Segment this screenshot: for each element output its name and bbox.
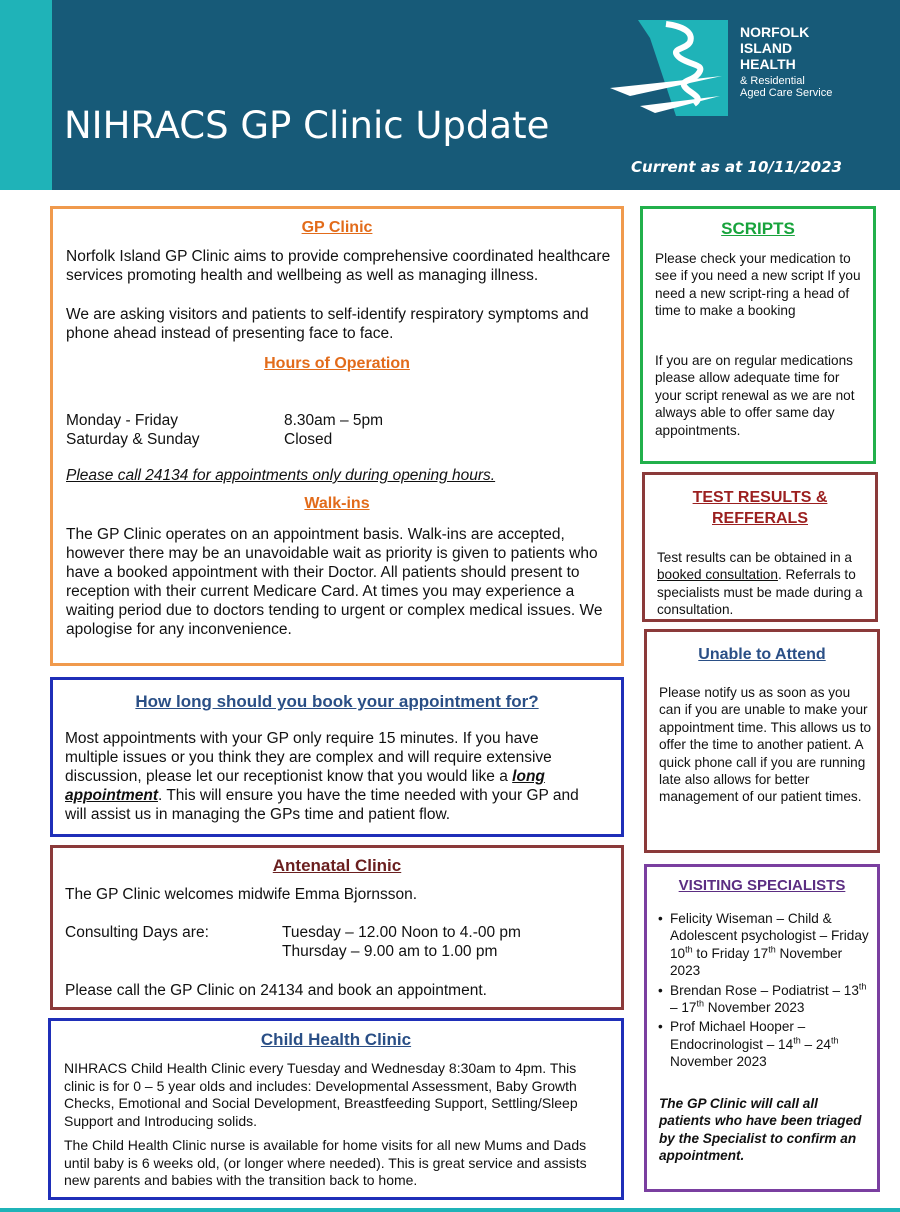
test-results-text: Test results can be obtained in a booked consultation. Referrals to specialists must be made during a consultation. bbox=[657, 550, 863, 618]
visiting-note: The GP Clinic will call all patients who have been triaged by the Specialist to confirm an appointment. bbox=[659, 1096, 862, 1164]
antenatal-clinic-box bbox=[50, 845, 624, 1010]
page-header bbox=[0, 0, 900, 190]
consulting-day-tuesday: Tuesday – 12.00 Noon to 4.-00 pm bbox=[282, 924, 521, 941]
specialist-item: • Felicity Wiseman – Child & Adolescent psychologist – Friday 10th to Friday 17th November 2023 bbox=[658, 910, 870, 980]
header-accent-strip bbox=[0, 0, 52, 190]
hours-time-weekend: Closed bbox=[284, 431, 333, 448]
logo-name: NORFOLK ISLAND HEALTH bbox=[740, 24, 810, 72]
specialists-list bbox=[658, 910, 870, 1073]
booking-heading: How long should you book your appointment for? bbox=[135, 692, 539, 711]
walkins-heading: Walk-ins bbox=[304, 495, 370, 512]
norfolk-island-health-logo bbox=[610, 18, 860, 123]
child-health-para-2: The Child Health Clinic nurse is available for home visits for all new Mums and Dads until baby is 6 weeks old, (or longer where needed). This is great service and assists new parents and babies with the transition back to home. bbox=[64, 1137, 587, 1188]
test-results-heading: TEST RESULTS & REFFERALS bbox=[692, 489, 828, 527]
booked-consultation-link: booked consultation bbox=[657, 567, 778, 583]
visiting-specialists-box bbox=[644, 864, 880, 1192]
hours-days-weekday: Monday - Friday bbox=[66, 412, 178, 429]
booking-text: Most appointments with your GP only require 15 minutes. If you have multiple issues or you think they are complex and will require extensive discussion, please let our receptionist know that you would like a long appointment. This will ensure you have the time needed with your GP and will assist us in managing the GPs time and patient flow. bbox=[65, 730, 579, 823]
unable-text: Please notify us as soon as you can if you are unable to make your appointment time. This allows us to offer the time to another patient. A quick phone call if you are running late also allows for better management of our patient times. bbox=[659, 685, 872, 805]
scripts-box bbox=[640, 206, 876, 464]
specialist-item: • Prof Michael Hooper – Endocrinologist – 14th – 24th November 2023 bbox=[658, 1018, 870, 1070]
scripts-heading: SCRIPTS bbox=[721, 219, 795, 238]
consulting-days-label: Consulting Days are: bbox=[65, 924, 209, 941]
hours-time-weekday: 8.30am – 5pm bbox=[284, 412, 384, 429]
hours-days-weekend: Saturday & Sunday bbox=[66, 431, 200, 448]
gp-clinic-intro-2: We are asking visitors and patients to self-identify respiratory symptoms and phone ahead instead of presenting face to face. bbox=[66, 306, 589, 342]
visiting-heading: VISITING SPECIALISTS bbox=[678, 877, 846, 894]
child-health-clinic-box bbox=[48, 1018, 624, 1200]
hours-heading: Hours of Operation bbox=[264, 355, 410, 372]
scripts-para-1: Please check your medication to see if you need a new script If you need a new script-ring a head of time to make a booking bbox=[655, 251, 861, 319]
antenatal-call: Please call the GP Clinic on 24134 and book an appointment. bbox=[65, 982, 487, 999]
antenatal-heading: Antenatal Clinic bbox=[272, 856, 402, 875]
gp-clinic-box bbox=[50, 206, 624, 666]
appointment-call-note: Please call 24134 for appointments only during opening hours. bbox=[66, 467, 496, 484]
page-title: NIHRACS GP Clinic Update bbox=[64, 104, 550, 147]
specialist-item: • Brendan Rose – Podiatrist – 13th – 17th November 2023 bbox=[658, 982, 870, 1017]
logo-mark-icon bbox=[610, 18, 735, 123]
long-appointment-emphasis: long appointment bbox=[65, 768, 545, 804]
unable-heading: Unable to Attend bbox=[698, 646, 826, 663]
scripts-para-2: If you are on regular medications please allow adequate time for your script renewal as we are not always able to offer same day appointments. bbox=[655, 353, 855, 438]
child-health-heading: Child Health Clinic bbox=[260, 1030, 412, 1049]
consulting-day-thursday: Thursday – 9.00 am to 1.00 pm bbox=[282, 943, 498, 960]
gp-clinic-heading: GP Clinic bbox=[301, 219, 373, 236]
child-health-para-1: NIHRACS Child Health Clinic every Tuesday and Wednesday 8:30am to 4pm. This clinic is for 0 – 5 year olds and includes: Developmental Assessment, Baby Growth Checks, Emotional and Social Development, Breastfeeding Support, Settling/Sleep Support and Introducing solids. bbox=[64, 1060, 578, 1129]
current-date: Current as at 10/11/2023 bbox=[631, 158, 842, 176]
unable-to-attend-box bbox=[644, 629, 880, 853]
antenatal-intro: The GP Clinic welcomes midwife Emma Bjornsson. bbox=[65, 886, 418, 903]
walkins-text: The GP Clinic operates on an appointment basis. Walk-ins are accepted, however there may be an unavoidable wait as priority is given to patients who have a booked appointment with their Doctor. All patients should present to reception with their current Medicare Card. At times you may experience a waiting period due to doctors tending to urgent or complex medical issues. We apologise for any inconvenience. bbox=[66, 526, 603, 638]
bottom-accent-line bbox=[0, 1208, 900, 1212]
test-results-box bbox=[642, 472, 878, 622]
logo-subtitle: & Residential Aged Care Service bbox=[740, 75, 833, 99]
booking-length-box bbox=[50, 677, 624, 837]
gp-clinic-intro: Norfolk Island GP Clinic aims to provide comprehensive coordinated healthcare services promoting health and wellbeing as well as managing illness. bbox=[66, 248, 611, 284]
